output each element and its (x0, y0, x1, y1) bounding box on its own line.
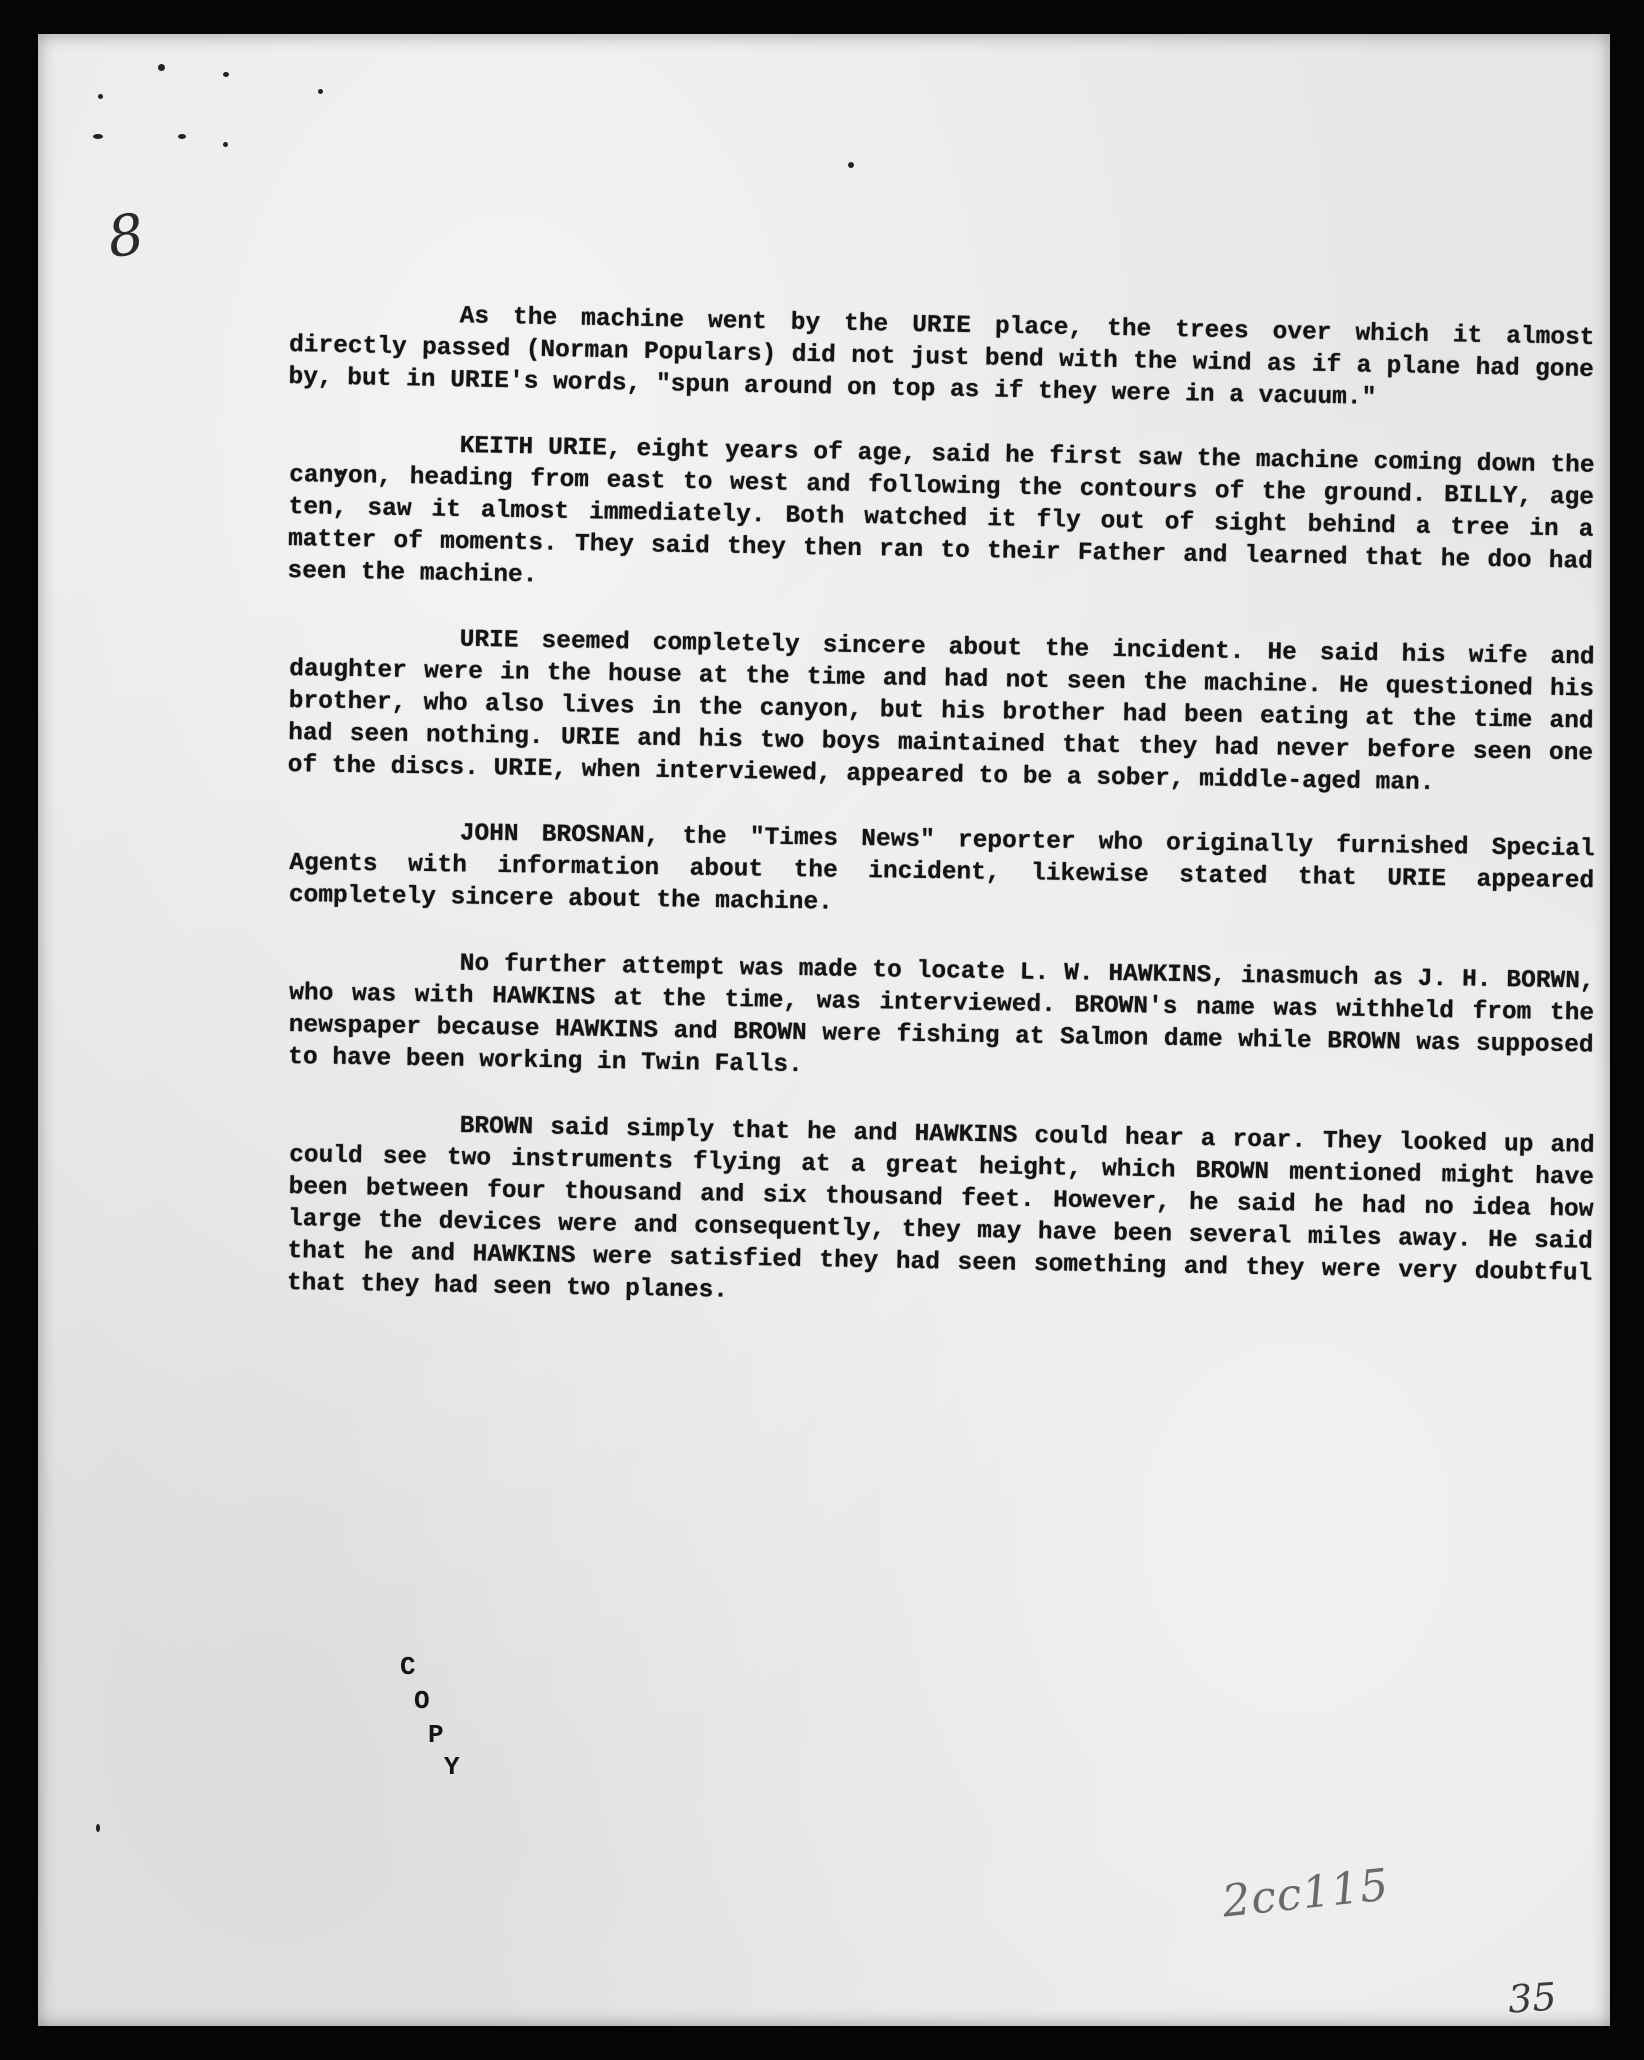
ink-speck (848, 162, 854, 168)
ink-speck (223, 142, 228, 147)
ink-speck (93, 134, 103, 139)
ink-speck (318, 89, 323, 94)
copy-stamp-letter: C (400, 1652, 416, 1682)
handwritten-page-number: 35 (1506, 1974, 1558, 2022)
paragraph-keith-urie: KEITH URIE, eight years of age, said he first saw the machine coming down the canyon, heading from east to west and following the contours of the ground. BILLY, age ten, saw it almost immediately. Both watched it fly out of sight behind a tree in a matter of moments. They said they then ran to their Father and learned that he doo had seen the machine. (287, 432, 1595, 590)
copy-stamp-letter: P (428, 1720, 444, 1750)
ink-speck (223, 72, 229, 77)
ink-speck (96, 1824, 100, 1832)
paragraph-urie-sincere: URIE seemed completely sincere about the incident. He said his wife and daughter were in the house at the time and had not seen the machine. He questioned his brother, who also lives in the canyon, but his brother had been eating at the time and had seen nothing. URIE and his two boys maintained that they had never before seen one of the discs. URIE, when interviewed, appeared to be a sober, middle-aged man. (287, 626, 1595, 797)
ink-speck (178, 134, 186, 139)
paragraph-urie-trees: As the machine went by the URIE place, the trees over which it almost directly passed (Norman Populars) did not just bend with the wind as if a plane had gone by, but in URIE's words, "spun around on top as if they were in a vacuum." (288, 303, 1595, 412)
handwritten-filing-note: 2cc115 (1219, 1859, 1392, 1928)
ink-speck (158, 64, 165, 71)
copy-stamp-letter: O (414, 1686, 430, 1716)
paragraph-hawkins-brown: No further attempt was made to locate L. W. HAWKINS, inasmuch as J. H. BORWN, who was with HAWKINS at the time, was interviewed. BROWN's name was withheld from the newspaper because HAWKINS and BROWN were fishing at Salmon dame while BROWN was supposed to have been working in Twin Falls. (288, 950, 1595, 1080)
handwritten-page-mark: 8 (103, 201, 148, 272)
ink-speck (98, 94, 103, 99)
paragraph-john-brosnan: JOHN BROSNAN, the "Times News" reporter who originally furnished Special Agents with information about the incident, likewise stated that URIE appeared completely sincere about the machine. (288, 820, 1595, 917)
memo-body (286, 298, 1595, 1334)
paragraph-brown-statement: BROWN said simply that he and HAWKINS could hear a roar. They looked up and could see two instruments flying at a great height, which BROWN mentioned might have been between four thousand and six thousand feet. However, he said he had no idea how large the devices were and consequently, they may have been several miles away. He said that he and HAWKINS were satisfied they had seen something and they were very doubtful that they had seen two planes. (286, 1112, 1595, 1305)
copy-stamp-letter: Y (444, 1752, 460, 1782)
